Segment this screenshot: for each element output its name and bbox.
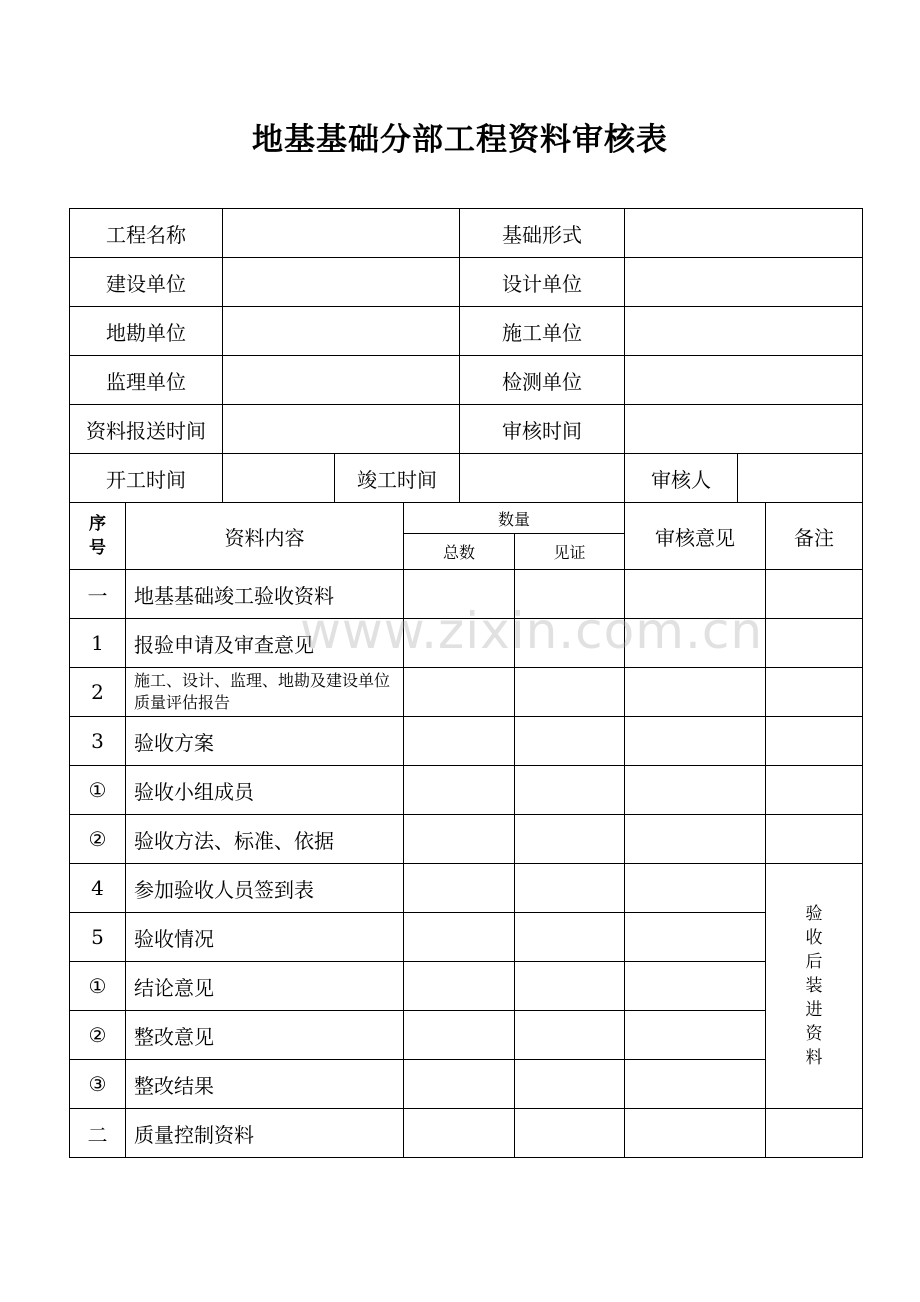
table-row <box>70 913 863 962</box>
row-witness-cell[interactable] <box>515 815 625 864</box>
row-total-cell[interactable] <box>404 1109 515 1158</box>
watermark: www.zixin.com.cn <box>300 602 764 660</box>
row-remark-cell[interactable] <box>766 619 863 668</box>
project-name-field[interactable] <box>223 209 460 258</box>
remarks-header: 备注 <box>766 503 863 570</box>
row-opinion-cell[interactable] <box>625 1011 766 1060</box>
row-seq: 2 <box>70 668 126 717</box>
row-opinion-cell[interactable] <box>625 570 766 619</box>
row-witness-cell[interactable] <box>515 766 625 815</box>
row-opinion-cell[interactable] <box>625 717 766 766</box>
table-row <box>70 1109 863 1158</box>
seq-header <box>70 503 126 570</box>
row-remark-cell[interactable] <box>766 717 863 766</box>
row-remark-cell[interactable] <box>766 766 863 815</box>
table-row <box>70 864 863 913</box>
row-witness-cell[interactable] <box>515 962 625 1011</box>
row-seq: 4 <box>70 864 126 913</box>
row-seq: ③ <box>70 1060 126 1109</box>
review-time-label: 审核时间 <box>460 405 625 454</box>
row-total-cell[interactable] <box>404 913 515 962</box>
row-content: 参加验收人员签到表 <box>126 864 404 913</box>
supervision-unit-field[interactable] <box>223 356 460 405</box>
table-row <box>70 668 863 717</box>
foundation-type-field[interactable] <box>625 209 863 258</box>
builder-unit-label: 施工单位 <box>460 307 625 356</box>
table-row <box>70 619 863 668</box>
row-opinion-cell[interactable] <box>625 815 766 864</box>
row-opinion-cell[interactable] <box>625 864 766 913</box>
row-total-cell[interactable] <box>404 570 515 619</box>
design-unit-label: 设计单位 <box>460 258 625 307</box>
design-unit-field[interactable] <box>625 258 863 307</box>
table-row <box>70 815 863 864</box>
table-row <box>70 1011 863 1060</box>
submit-time-label: 资料报送时间 <box>70 405 223 454</box>
submit-time-field[interactable] <box>223 405 460 454</box>
row-content: 质量控制资料 <box>126 1109 404 1158</box>
row-seq: 1 <box>70 619 126 668</box>
row-content: 验收方法、标准、依据 <box>126 815 404 864</box>
table-row <box>70 766 863 815</box>
opinion-header: 审核意见 <box>625 503 766 570</box>
row-seq: 5 <box>70 913 126 962</box>
row-total-cell[interactable] <box>404 1060 515 1109</box>
row-seq: ② <box>70 1011 126 1060</box>
row-seq: 3 <box>70 717 126 766</box>
reviewer-label: 审核人 <box>625 454 738 503</box>
review-time-field[interactable] <box>625 405 863 454</box>
content-header: 资料内容 <box>126 503 404 570</box>
foundation-type-label: 基础形式 <box>460 209 625 258</box>
row-opinion-cell[interactable] <box>625 766 766 815</box>
row-opinion-cell[interactable] <box>625 1060 766 1109</box>
seq-header-text: 序号 <box>89 514 106 558</box>
row-witness-cell[interactable] <box>515 1060 625 1109</box>
row-witness-cell[interactable] <box>515 619 625 668</box>
row-witness-cell[interactable] <box>515 570 625 619</box>
merged-remark-cell <box>766 864 863 1109</box>
row-content: 验收小组成员 <box>126 766 404 815</box>
project-info-table <box>69 208 863 503</box>
table-row <box>70 1060 863 1109</box>
row-total-cell[interactable] <box>404 766 515 815</box>
row-total-cell[interactable] <box>404 815 515 864</box>
testing-unit-field[interactable] <box>625 356 863 405</box>
row-seq: ① <box>70 962 126 1011</box>
reviewer-field[interactable] <box>738 454 863 503</box>
row-opinion-cell[interactable] <box>625 668 766 717</box>
start-time-label: 开工时间 <box>70 454 223 503</box>
row-seq: 二 <box>70 1109 126 1158</box>
row-content: 验收方案 <box>126 717 404 766</box>
row-seq: 一 <box>70 570 126 619</box>
row-total-cell[interactable] <box>404 668 515 717</box>
row-seq: ② <box>70 815 126 864</box>
row-total-cell[interactable] <box>404 619 515 668</box>
construction-unit-label: 建设单位 <box>70 258 223 307</box>
construction-unit-field[interactable] <box>223 258 460 307</box>
completion-time-label: 竣工时间 <box>335 454 460 503</box>
row-total-cell[interactable] <box>404 717 515 766</box>
builder-unit-field[interactable] <box>625 307 863 356</box>
row-opinion-cell[interactable] <box>625 619 766 668</box>
row-remark-cell[interactable] <box>766 668 863 717</box>
review-items-table <box>69 502 863 1158</box>
row-opinion-cell[interactable] <box>625 913 766 962</box>
project-name-label: 工程名称 <box>70 209 223 258</box>
row-content: 施工、设计、监理、地勘及建设单位质量评估报告 <box>126 668 404 717</box>
table-row <box>70 717 863 766</box>
table-row <box>70 570 863 619</box>
merged-remark-text: 验收后装进资料 <box>805 904 823 1068</box>
row-witness-cell[interactable] <box>515 864 625 913</box>
row-witness-cell[interactable] <box>515 1109 625 1158</box>
total-header: 总数 <box>404 534 515 570</box>
row-witness-cell[interactable] <box>515 717 625 766</box>
start-time-field[interactable] <box>223 454 335 503</box>
row-opinion-cell[interactable] <box>625 962 766 1011</box>
row-content: 地基基础竣工验收资料 <box>126 570 404 619</box>
row-witness-cell[interactable] <box>515 1011 625 1060</box>
supervision-unit-label: 监理单位 <box>70 356 223 405</box>
testing-unit-label: 检测单位 <box>460 356 625 405</box>
row-remark-cell[interactable] <box>766 815 863 864</box>
row-total-cell[interactable] <box>404 1011 515 1060</box>
row-witness-cell[interactable] <box>515 668 625 717</box>
row-content: 结论意见 <box>126 962 404 1011</box>
row-content: 报验申请及审查意见 <box>126 619 404 668</box>
row-total-cell[interactable] <box>404 962 515 1011</box>
row-remark-cell[interactable] <box>766 570 863 619</box>
page-title: 地基基础分部工程资料审核表 <box>252 122 668 158</box>
row-content: 验收情况 <box>126 913 404 962</box>
row-seq: ① <box>70 766 126 815</box>
survey-unit-field[interactable] <box>223 307 460 356</box>
completion-time-field[interactable] <box>460 454 625 503</box>
row-remark-cell[interactable] <box>766 1109 863 1158</box>
row-content: 整改结果 <box>126 1060 404 1109</box>
row-witness-cell[interactable] <box>515 913 625 962</box>
table-row <box>70 962 863 1011</box>
row-content: 整改意见 <box>126 1011 404 1060</box>
witness-header: 见证 <box>515 534 625 570</box>
quantity-header: 数量 <box>404 503 625 534</box>
row-total-cell[interactable] <box>404 864 515 913</box>
row-opinion-cell[interactable] <box>625 1109 766 1158</box>
survey-unit-label: 地勘单位 <box>70 307 223 356</box>
